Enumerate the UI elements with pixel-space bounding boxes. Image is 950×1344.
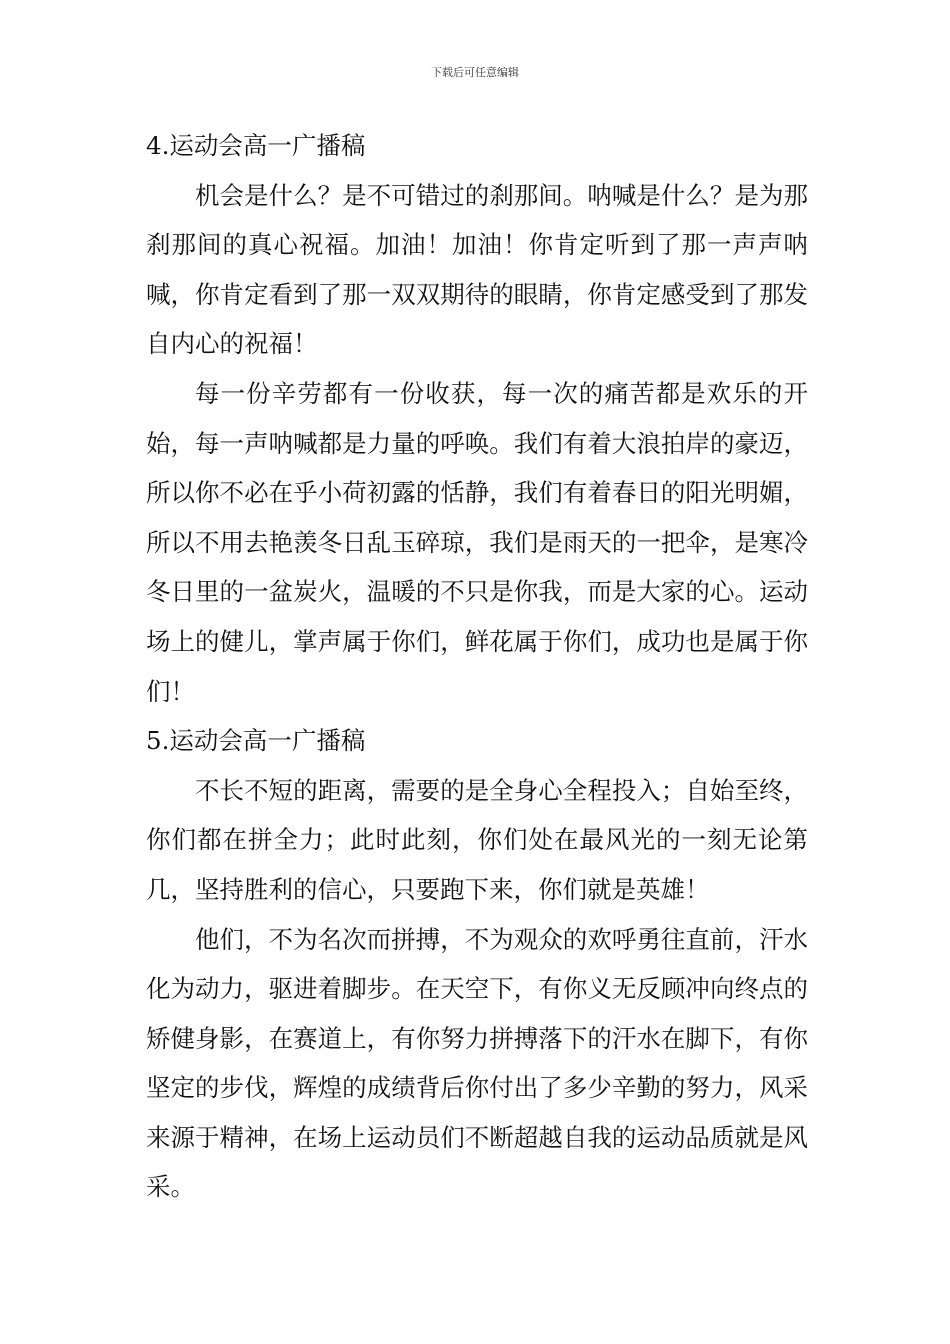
- paragraph: 他们，不为名次而拼搏，不为观众的欢呼勇往直前，汗水化为动力，驱进着脚步。在天空下，有你义无反顾冲向终点的矫健身影，在赛道上，有你努力拼搏落下的汗水在脚下，有你坚定的步伐，辉煌的成绩背后你付出了多少辛勤的努力，风采来源于精神，在场上运动员们不断超越自我的运动品质就是风采。: [146, 924, 808, 1202]
- paragraph: 机会是什么？是不可错过的刹那间。呐喊是什么？是为那刹那间的真心祝福。加油！加油！你肯定听到了那一声声呐喊，你肯定看到了那一双双期待的眼睛，你肯定感受到了那发自内心的祝福！: [146, 180, 808, 359]
- page-header: 下载后可任意编辑: [431, 66, 519, 79]
- paragraph: 每一份辛劳都有一份收获，每一次的痛苦都是欢乐的开始，每一声呐喊都是力量的呼唤。我们有着大浪拍岸的豪迈，所以你不必在乎小荷初露的恬静，我们有着春日的阳光明媚，所以不用去艳羡冬日乱玉碎琼，我们是雨天的一把伞，是寒冷冬日里的一盆炭火，温暖的不只是你我，而是大家的心。运动场上的健儿，掌声属于你们，鲜花属于你们，成功也是属于你们！: [146, 378, 808, 706]
- section-heading: 4.运动会高一广播稿: [146, 131, 366, 160]
- section-heading: 5.运动会高一广播稿: [146, 726, 366, 756]
- section-4: [146, 121, 808, 716]
- paragraph: 不长不短的距离，需要的是全身心全程投入；自始至终，你们都在拼全力；此时此刻，你们处在最风光的一刻无论第几，坚持胜利的信心，只要跑下来，你们就是英雄！: [146, 775, 808, 904]
- document-body: [146, 121, 808, 1212]
- section-5: [146, 716, 808, 1212]
